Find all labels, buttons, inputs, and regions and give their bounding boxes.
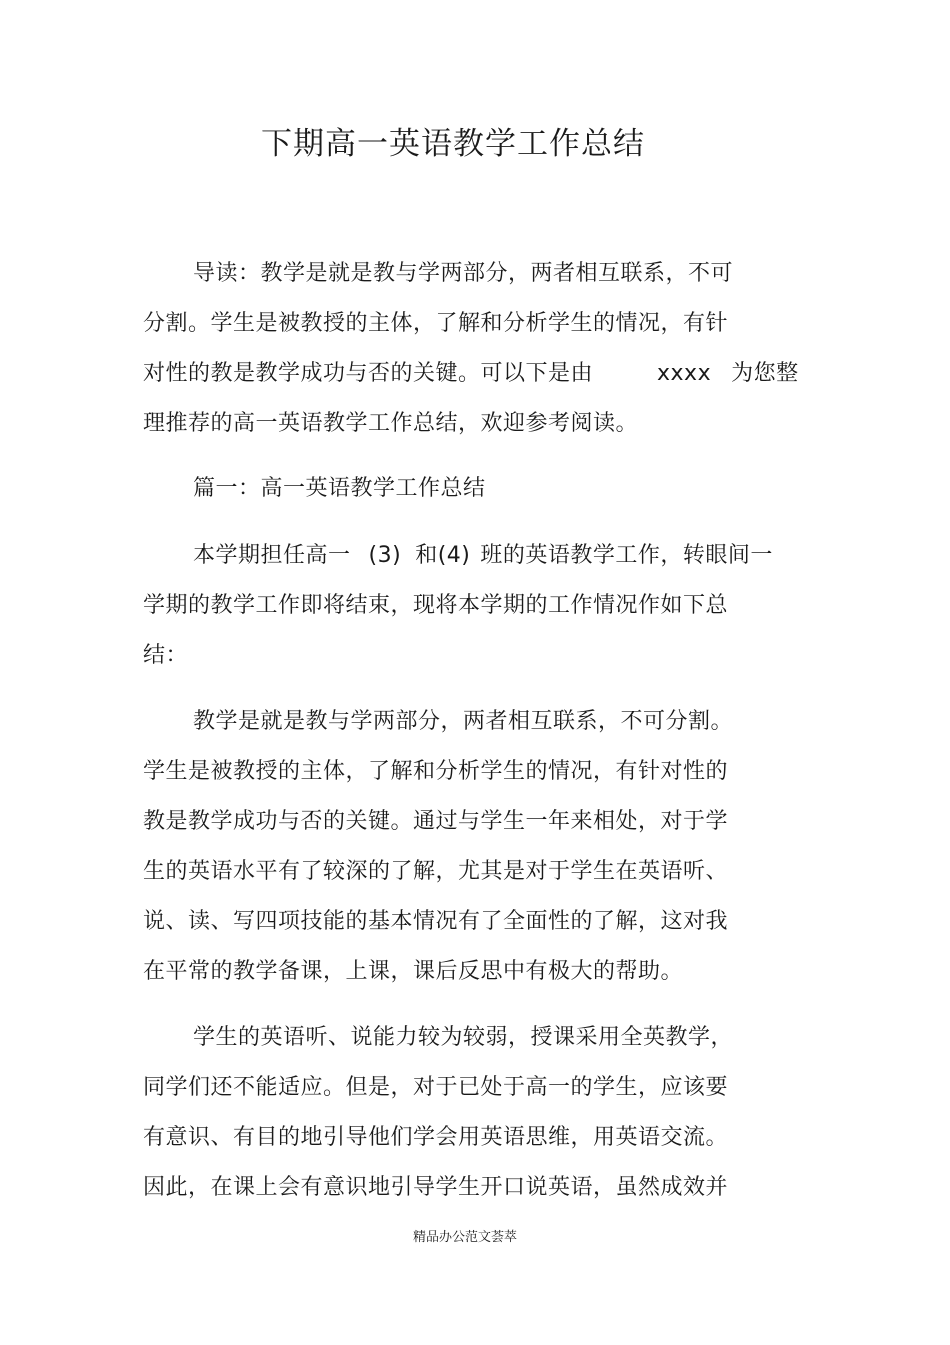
paragraph-1-line-1-tail: 班的英语教学工作，转眼间一: [480, 543, 773, 568]
paragraph-2-line-2: 学生是被教授的主体，了解和分析学生的情况，有针对性的: [143, 759, 729, 784]
page-footer: 精品办公范文荟萃: [412, 1230, 517, 1245]
intro-line-4: 理推荐的高一英语教学工作总结，欢迎参考阅读。: [143, 411, 639, 436]
paragraph-1-line-1-text: 本学期担任高一: [193, 543, 351, 568]
intro-line-3-text: 对性的教是教学成功与否的关键。可以下是由: [143, 361, 594, 386]
paragraph-1-line-3: 结：: [143, 643, 189, 668]
author-placeholder: xxxx: [657, 361, 712, 386]
paragraph-1-line-2: 学期的教学工作即将结束，现将本学期的工作情况作如下总: [143, 593, 729, 618]
paragraph-2-line-4: 生的英语水平有了较深的了解，尤其是对于学生在英语听、: [143, 859, 729, 884]
intro-line-3: [143, 359, 799, 389]
paragraph-3-line-3: 有意识、有目的地引导他们学会用英语思维，用英语交流。: [143, 1125, 729, 1150]
paragraph-2-line-6: 在平常的教学备课，上课，课后反思中有极大的帮助。: [143, 959, 684, 984]
paragraph-3-line-1: 学生的英语听、说能力较为较弱，授课采用全英教学，: [193, 1025, 734, 1050]
intro-line-1: 导读：教学是就是教与学两部分，两者相互联系，不可: [193, 261, 734, 286]
class-number-3: (3): [368, 543, 402, 568]
intro-line-3-tail: 为您整: [731, 361, 799, 386]
paragraph-1-line-1: [193, 541, 773, 571]
paragraph-2-line-1: 教学是就是教与学两部分，两者相互联系，不可分割。: [193, 709, 734, 734]
document-title: 下期高一英语教学工作总结: [261, 126, 645, 162]
class-number-4: 和(4): [415, 543, 471, 568]
paragraph-2-line-5: 说、读、写四项技能的基本情况有了全面性的了解，这对我: [143, 909, 729, 934]
paragraph-3-line-2: 同学们还不能适应。但是，对于已处于高一的学生，应该要: [143, 1075, 729, 1100]
intro-line-2: 分割。学生是被教授的主体，了解和分析学生的情况，有针: [143, 311, 729, 336]
section-heading: 篇一：高一英语教学工作总结: [193, 476, 486, 501]
paragraph-2-line-3: 教是教学成功与否的关键。通过与学生一年来相处，对于学: [143, 809, 729, 834]
paragraph-3-line-4: 因此，在课上会有意识地引导学生开口说英语，虽然成效并: [143, 1175, 729, 1200]
